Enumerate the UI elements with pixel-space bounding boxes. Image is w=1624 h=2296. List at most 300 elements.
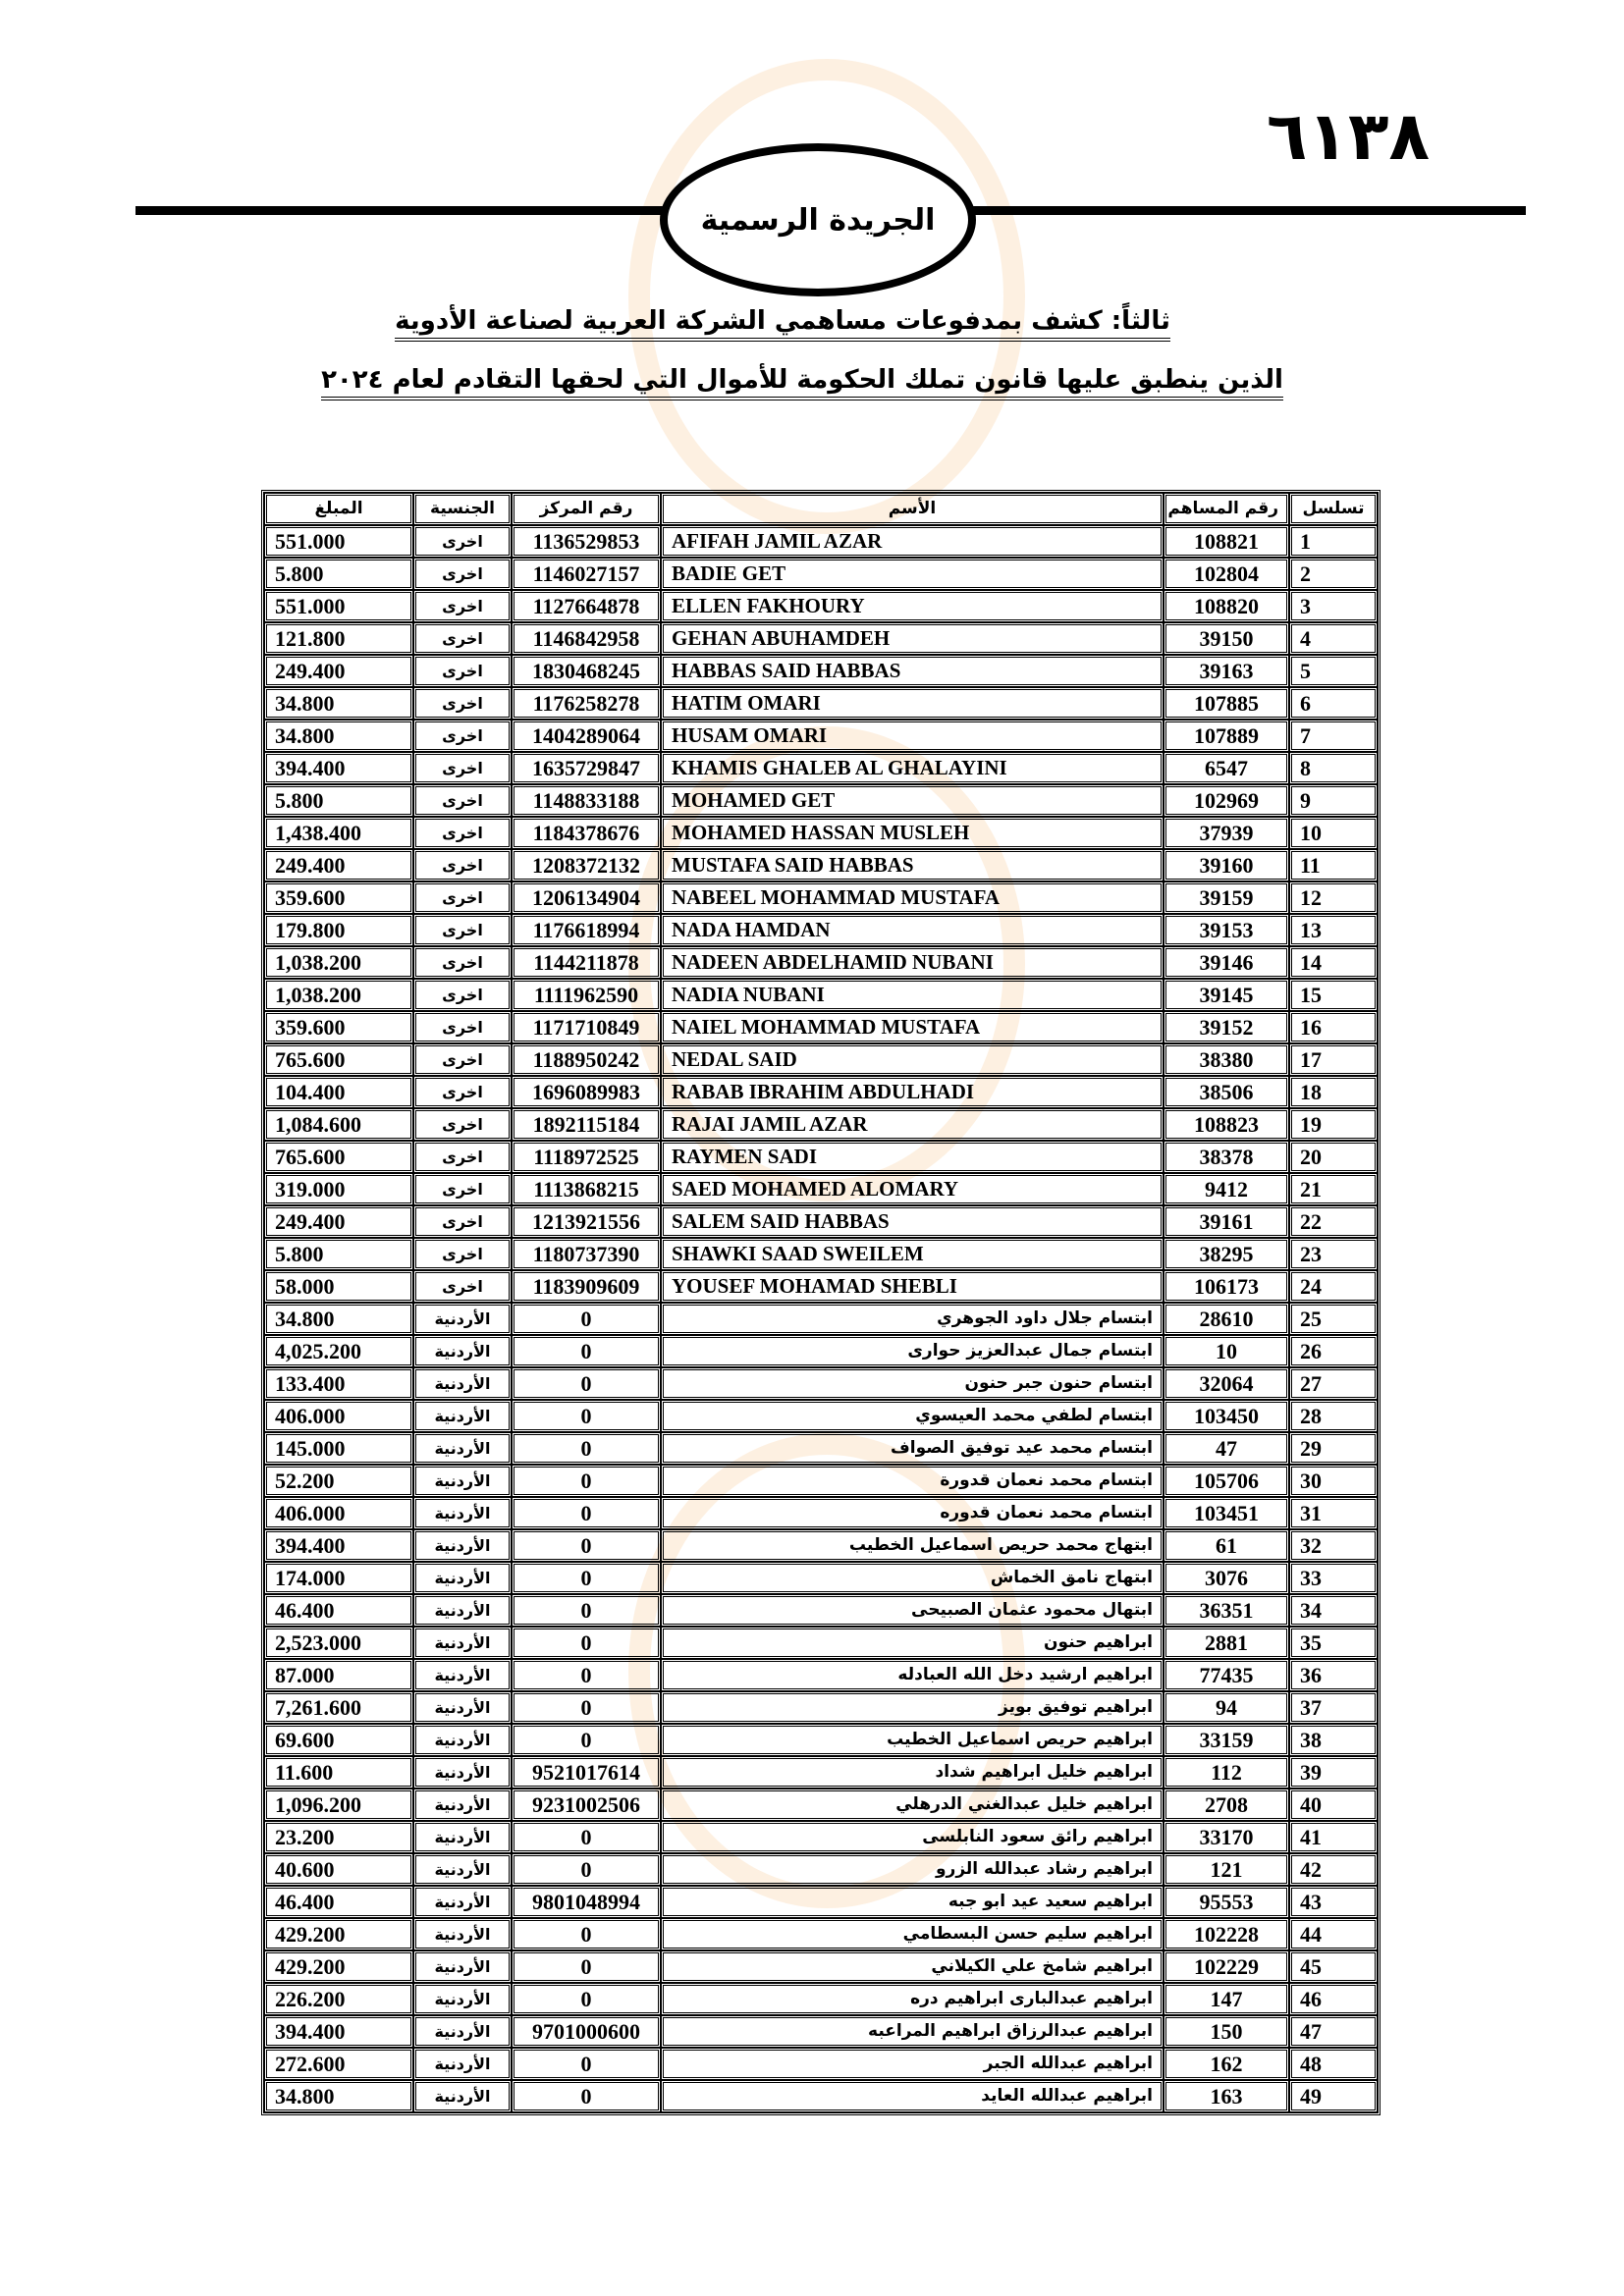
seq-cell: 26 (1289, 1335, 1378, 1367)
nationality-cell: اخرى (413, 687, 512, 720)
shareholder-number-cell: 2881 (1164, 1627, 1289, 1659)
table-row (264, 1400, 1378, 1432)
amount-cell: 4,025.200 (264, 1335, 413, 1367)
seq-cell: 49 (1289, 2080, 1378, 2112)
center-number-cell: 1696089983 (512, 1076, 661, 1108)
nationality-cell: اخرى (413, 590, 512, 622)
seq-cell: 27 (1289, 1367, 1378, 1400)
amount-cell: 765.600 (264, 1043, 413, 1076)
seq-cell: 15 (1289, 979, 1378, 1011)
amount-cell: 1,038.200 (264, 946, 413, 979)
amount-cell: 121.800 (264, 622, 413, 655)
table-row (264, 687, 1378, 720)
center-number-cell: 9231002506 (512, 1789, 661, 1821)
amount-cell: 174.000 (264, 1562, 413, 1594)
nationality-cell: الأردنية (413, 1756, 512, 1789)
name-cell: ابراهيم سليم حسن البسطامي (661, 1918, 1164, 1950)
name-cell: BADIE GET (661, 558, 1164, 590)
name-cell: ابراهيم رشاد عبدالله الزرو (661, 1853, 1164, 1886)
table-row (264, 784, 1378, 817)
shareholder-number-cell: 39146 (1164, 946, 1289, 979)
center-number-cell: 0 (512, 1627, 661, 1659)
nationality-cell: الأردنية (413, 2015, 512, 2048)
table-row (264, 1918, 1378, 1950)
nationality-cell: الأردنية (413, 1983, 512, 2015)
amount-cell: 87.000 (264, 1659, 413, 1691)
seq-cell: 11 (1289, 849, 1378, 881)
watermark-clock (628, 59, 1025, 534)
amount-cell: 34.800 (264, 687, 413, 720)
nationality-cell: اخرى (413, 752, 512, 784)
table-row (264, 1821, 1378, 1853)
amount-cell: 429.200 (264, 1918, 413, 1950)
shareholder-number-cell: 39160 (1164, 849, 1289, 881)
amount-cell: 7,261.600 (264, 1691, 413, 1724)
center-number-cell: 0 (512, 1853, 661, 1886)
shareholder-number-cell: 36351 (1164, 1594, 1289, 1627)
shareholder-number-cell: 102229 (1164, 1950, 1289, 1983)
center-number-cell: 1208372132 (512, 849, 661, 881)
center-number-cell: 0 (512, 1950, 661, 1983)
shareholder-number-cell: 38295 (1164, 1238, 1289, 1270)
shareholder-number-cell: 102804 (1164, 558, 1289, 590)
name-cell: ابتسام محمد عيد توفيق الصواف (661, 1432, 1164, 1465)
shareholder-number-cell: 61 (1164, 1529, 1289, 1562)
name-cell: NADA HAMDAN (661, 914, 1164, 946)
amount-cell: 145.000 (264, 1432, 413, 1465)
nationality-cell: الأردنية (413, 1724, 512, 1756)
name-cell: SALEM SAID HABBAS (661, 1205, 1164, 1238)
seq-cell: 14 (1289, 946, 1378, 979)
amount-cell: 394.400 (264, 752, 413, 784)
amount-cell: 58.000 (264, 1270, 413, 1303)
shareholder-number-cell: 108823 (1164, 1108, 1289, 1141)
amount-cell: 34.800 (264, 2080, 413, 2112)
amount-cell: 52.200 (264, 1465, 413, 1497)
masthead-title: الجريدة الرسمية (700, 202, 936, 238)
amount-cell: 551.000 (264, 525, 413, 558)
seq-cell: 1 (1289, 525, 1378, 558)
document-title (0, 306, 1595, 336)
name-cell: AFIFAH JAMIL AZAR (661, 525, 1164, 558)
seq-cell: 29 (1289, 1432, 1378, 1465)
center-number-cell: 0 (512, 1529, 661, 1562)
center-number-cell: 1183909609 (512, 1270, 661, 1303)
shareholder-number-cell: 94 (1164, 1691, 1289, 1724)
name-cell: RABAB IBRAHIM ABDULHADI (661, 1076, 1164, 1108)
amount-cell: 5.800 (264, 784, 413, 817)
shareholder-number-cell: 10 (1164, 1335, 1289, 1367)
name-cell: RAYMEN SADI (661, 1141, 1164, 1173)
seq-cell: 33 (1289, 1562, 1378, 1594)
seq-cell: 13 (1289, 914, 1378, 946)
amount-cell: 40.600 (264, 1853, 413, 1886)
table-row (264, 1983, 1378, 2015)
center-number-cell: 0 (512, 1918, 661, 1950)
amount-cell: 406.000 (264, 1400, 413, 1432)
table-row (264, 1529, 1378, 1562)
table-row (264, 655, 1378, 687)
shareholder-number-cell: 6547 (1164, 752, 1289, 784)
center-number-cell: 1148833188 (512, 784, 661, 817)
table-row (264, 1270, 1378, 1303)
name-cell: ابراهيم خليل ابراهيم شداد (661, 1756, 1164, 1789)
nationality-cell: الأردنية (413, 2048, 512, 2080)
table-row (264, 1691, 1378, 1724)
center-number-cell: 1635729847 (512, 752, 661, 784)
table-row (264, 558, 1378, 590)
table-row (264, 1205, 1378, 1238)
name-cell: ابتهاج نامق الخماش (661, 1562, 1164, 1594)
center-number-cell: 0 (512, 1465, 661, 1497)
seq-cell: 41 (1289, 1821, 1378, 1853)
seq-cell: 28 (1289, 1400, 1378, 1432)
center-number-cell: 9801048994 (512, 1886, 661, 1918)
nationality-cell: الأردنية (413, 1367, 512, 1400)
amount-cell: 2,523.000 (264, 1627, 413, 1659)
shareholder-number-cell: 163 (1164, 2080, 1289, 2112)
table-row (264, 1238, 1378, 1270)
table-row (264, 1562, 1378, 1594)
nationality-cell: الأردنية (413, 1562, 512, 1594)
center-number-cell: 1184378676 (512, 817, 661, 849)
table-row (264, 1465, 1378, 1497)
name-cell: ابتسام جمال عبدالعزيز حوارى (661, 1335, 1164, 1367)
center-number-cell: 0 (512, 1594, 661, 1627)
name-cell: ابراهيم توفيق بويز (661, 1691, 1164, 1724)
shareholder-number-cell: 107889 (1164, 720, 1289, 752)
seq-cell: 21 (1289, 1173, 1378, 1205)
shareholder-number-cell: 39153 (1164, 914, 1289, 946)
nationality-cell: اخرى (413, 784, 512, 817)
shareholder-number-cell: 37939 (1164, 817, 1289, 849)
name-cell: HUSAM OMARI (661, 720, 1164, 752)
amount-cell: 359.600 (264, 881, 413, 914)
seq-cell: 40 (1289, 1789, 1378, 1821)
nationality-cell: الأردنية (413, 1950, 512, 1983)
name-cell: ابراهيم عبدالله العايد (661, 2080, 1164, 2112)
shareholder-number-cell: 39150 (1164, 622, 1289, 655)
table-row (264, 1886, 1378, 1918)
shareholder-number-cell: 39163 (1164, 655, 1289, 687)
center-number-cell: 0 (512, 1367, 661, 1400)
table-row (264, 1076, 1378, 1108)
shareholder-number-cell: 32064 (1164, 1367, 1289, 1400)
seq-cell: 46 (1289, 1983, 1378, 2015)
amount-cell: 551.000 (264, 590, 413, 622)
nationality-cell: الأردنية (413, 1335, 512, 1367)
nationality-cell: الأردنية (413, 1918, 512, 1950)
name-cell: ابتسام محمد نعمان قدوره (661, 1497, 1164, 1529)
center-number-cell: 1113868215 (512, 1173, 661, 1205)
seq-cell: 16 (1289, 1011, 1378, 1043)
seq-cell: 38 (1289, 1724, 1378, 1756)
name-cell: ابراهيم حريص اسماعيل الخطيب (661, 1724, 1164, 1756)
table-row (264, 1594, 1378, 1627)
nationality-cell: اخرى (413, 525, 512, 558)
center-number-cell: 0 (512, 2048, 661, 2080)
shareholder-number-cell: 77435 (1164, 1659, 1289, 1691)
nationality-cell: اخرى (413, 1076, 512, 1108)
shareholder-number-cell: 2708 (1164, 1789, 1289, 1821)
center-number-cell: 0 (512, 1497, 661, 1529)
center-number-cell: 1127664878 (512, 590, 661, 622)
document-subtitle (0, 365, 1614, 395)
seq-cell: 18 (1289, 1076, 1378, 1108)
amount-cell: 319.000 (264, 1173, 413, 1205)
table-header-row (264, 493, 1378, 525)
name-cell: SAED MOHAMED ALOMARY (661, 1173, 1164, 1205)
amount-cell: 46.400 (264, 1886, 413, 1918)
seq-cell: 43 (1289, 1886, 1378, 1918)
shareholder-number-cell: 147 (1164, 1983, 1289, 2015)
nationality-cell: اخرى (413, 1043, 512, 1076)
amount-cell: 34.800 (264, 1303, 413, 1335)
nationality-cell: الأردنية (413, 1691, 512, 1724)
shareholder-number-cell: 103450 (1164, 1400, 1289, 1432)
shareholder-number-cell: 102969 (1164, 784, 1289, 817)
table-row (264, 1108, 1378, 1141)
shareholder-number-cell: 105706 (1164, 1465, 1289, 1497)
amount-cell: 226.200 (264, 1983, 413, 2015)
name-cell: ابتهال محمود عثمان الصبيحى (661, 1594, 1164, 1627)
seq-cell: 42 (1289, 1853, 1378, 1886)
name-cell: ابتسام لطفي محمد العيسوي (661, 1400, 1164, 1432)
table-row (264, 752, 1378, 784)
name-cell: NABEEL MOHAMMAD MUSTAFA (661, 881, 1164, 914)
table-row (264, 1724, 1378, 1756)
table-row (264, 1627, 1378, 1659)
shareholder-number-cell: 9412 (1164, 1173, 1289, 1205)
center-number-cell: 1146842958 (512, 622, 661, 655)
seq-cell: 12 (1289, 881, 1378, 914)
shareholder-number-cell: 108821 (1164, 525, 1289, 558)
name-cell: MUSTAFA SAID HABBAS (661, 849, 1164, 881)
amount-cell: 5.800 (264, 558, 413, 590)
name-cell: KHAMIS GHALEB AL GHALAYINI (661, 752, 1164, 784)
table-row (264, 1367, 1378, 1400)
name-cell: ابراهيم خليل عبدالغني الدرهلي (661, 1789, 1164, 1821)
shareholder-number-cell: 38506 (1164, 1076, 1289, 1108)
nationality-cell: اخرى (413, 1205, 512, 1238)
center-number-cell: 0 (512, 1659, 661, 1691)
table-row (264, 817, 1378, 849)
amount-cell: 406.000 (264, 1497, 413, 1529)
name-cell: NEDAL SAID (661, 1043, 1164, 1076)
table-row (264, 1303, 1378, 1335)
table-row (264, 849, 1378, 881)
nationality-cell: الأردنية (413, 1497, 512, 1529)
name-cell: ابتسام جلال داود الجوهري (661, 1303, 1164, 1335)
center-number-cell: 0 (512, 1562, 661, 1594)
name-cell: ابتسام محمد نعمان قدورة (661, 1465, 1164, 1497)
table-row (264, 1432, 1378, 1465)
amount-cell: 249.400 (264, 849, 413, 881)
shareholder-number-cell: 121 (1164, 1853, 1289, 1886)
center-number-cell: 1180737390 (512, 1238, 661, 1270)
shareholder-number-cell: 106173 (1164, 1270, 1289, 1303)
seq-cell: 45 (1289, 1950, 1378, 1983)
shareholders-table (261, 490, 1380, 2115)
table-row (264, 1497, 1378, 1529)
header-seq: تسلسل (1289, 493, 1378, 525)
nationality-cell: اخرى (413, 1108, 512, 1141)
amount-cell: 394.400 (264, 1529, 413, 1562)
nationality-cell: اخرى (413, 881, 512, 914)
shareholder-number-cell: 33170 (1164, 1821, 1289, 1853)
seq-cell: 37 (1289, 1691, 1378, 1724)
seq-cell: 5 (1289, 655, 1378, 687)
shareholder-number-cell: 107885 (1164, 687, 1289, 720)
seq-cell: 35 (1289, 1627, 1378, 1659)
seq-cell: 25 (1289, 1303, 1378, 1335)
center-number-cell: 1118972525 (512, 1141, 661, 1173)
center-number-cell: 0 (512, 2080, 661, 2112)
shareholder-number-cell: 95553 (1164, 1886, 1289, 1918)
nationality-cell: اخرى (413, 1238, 512, 1270)
table-row (264, 946, 1378, 979)
shareholder-number-cell: 38380 (1164, 1043, 1289, 1076)
center-number-cell: 0 (512, 1691, 661, 1724)
nationality-cell: الأردنية (413, 1886, 512, 1918)
seq-cell: 6 (1289, 687, 1378, 720)
table-row (264, 1141, 1378, 1173)
seq-cell: 24 (1289, 1270, 1378, 1303)
title-line-1: ثالثاً: كشف بمدفوعات مساهمي الشركة العربية لصناعة الأدوية (395, 306, 1170, 342)
amount-cell: 1,038.200 (264, 979, 413, 1011)
amount-cell: 765.600 (264, 1141, 413, 1173)
header-center-number: رقم المركز (512, 493, 661, 525)
table-row (264, 1011, 1378, 1043)
seq-cell: 3 (1289, 590, 1378, 622)
shareholder-number-cell: 39145 (1164, 979, 1289, 1011)
name-cell: NAIEL MOHAMMAD MUSTAFA (661, 1011, 1164, 1043)
amount-cell: 1,084.600 (264, 1108, 413, 1141)
nationality-cell: اخرى (413, 849, 512, 881)
center-number-cell: 0 (512, 1400, 661, 1432)
amount-cell: 249.400 (264, 1205, 413, 1238)
table-row (264, 2048, 1378, 2080)
nationality-cell: الأردنية (413, 2080, 512, 2112)
table-row (264, 720, 1378, 752)
amount-cell: 1,096.200 (264, 1789, 413, 1821)
nationality-cell: الأردنية (413, 1303, 512, 1335)
table-row (264, 881, 1378, 914)
table-row (264, 914, 1378, 946)
nationality-cell: اخرى (413, 655, 512, 687)
seq-cell: 17 (1289, 1043, 1378, 1076)
seq-cell: 30 (1289, 1465, 1378, 1497)
name-cell: ELLEN FAKHOURY (661, 590, 1164, 622)
name-cell: ابراهيم شامخ علي الكيلاني (661, 1950, 1164, 1983)
amount-cell: 1,438.400 (264, 817, 413, 849)
name-cell: ابتسام حنون جبر حنون (661, 1367, 1164, 1400)
center-number-cell: 0 (512, 1335, 661, 1367)
shareholder-number-cell: 39152 (1164, 1011, 1289, 1043)
table-row (264, 1853, 1378, 1886)
center-number-cell: 1146027157 (512, 558, 661, 590)
seq-cell: 36 (1289, 1659, 1378, 1691)
nationality-cell: الأردنية (413, 1400, 512, 1432)
center-number-cell: 9701000600 (512, 2015, 661, 2048)
center-number-cell: 1144211878 (512, 946, 661, 979)
nationality-cell: اخرى (413, 914, 512, 946)
nationality-cell: الأردنية (413, 1789, 512, 1821)
seq-cell: 8 (1289, 752, 1378, 784)
center-number-cell: 1206134904 (512, 881, 661, 914)
page-number: ٦١٣٨ (1267, 98, 1431, 176)
table-row (264, 525, 1378, 558)
table-row (264, 1043, 1378, 1076)
shareholder-number-cell: 28610 (1164, 1303, 1289, 1335)
nationality-cell: اخرى (413, 622, 512, 655)
seq-cell: 31 (1289, 1497, 1378, 1529)
nationality-cell: الأردنية (413, 1627, 512, 1659)
nationality-cell: الأردنية (413, 1465, 512, 1497)
header-name: الأسم (661, 493, 1164, 525)
table-row (264, 1950, 1378, 1983)
name-cell: MOHAMED GET (661, 784, 1164, 817)
shareholder-number-cell: 150 (1164, 2015, 1289, 2048)
nationality-cell: الأردنية (413, 1853, 512, 1886)
shareholder-number-cell: 162 (1164, 2048, 1289, 2080)
table-row (264, 590, 1378, 622)
name-cell: NADIA NUBANI (661, 979, 1164, 1011)
table-row (264, 2080, 1378, 2112)
seq-cell: 44 (1289, 1918, 1378, 1950)
seq-cell: 32 (1289, 1529, 1378, 1562)
shareholder-number-cell: 102228 (1164, 1918, 1289, 1950)
nationality-cell: اخرى (413, 1173, 512, 1205)
name-cell: ابراهيم عبدالبارى ابراهيم دره (661, 1983, 1164, 2015)
seq-cell: 47 (1289, 2015, 1378, 2048)
table-row (264, 1756, 1378, 1789)
shareholder-number-cell: 3076 (1164, 1562, 1289, 1594)
center-number-cell: 0 (512, 1303, 661, 1335)
center-number-cell: 1136529853 (512, 525, 661, 558)
seq-cell: 9 (1289, 784, 1378, 817)
shareholder-number-cell: 103451 (1164, 1497, 1289, 1529)
table-row (264, 622, 1378, 655)
name-cell: RAJAI JAMIL AZAR (661, 1108, 1164, 1141)
seq-cell: 19 (1289, 1108, 1378, 1141)
nationality-cell: اخرى (413, 817, 512, 849)
center-number-cell: 1111962590 (512, 979, 661, 1011)
table-row (264, 1659, 1378, 1691)
center-number-cell: 9521017614 (512, 1756, 661, 1789)
nationality-cell: اخرى (413, 1270, 512, 1303)
amount-cell: 104.400 (264, 1076, 413, 1108)
amount-cell: 46.400 (264, 1594, 413, 1627)
amount-cell: 69.600 (264, 1724, 413, 1756)
masthead-emblem (660, 143, 976, 296)
nationality-cell: الأردنية (413, 1594, 512, 1627)
center-number-cell: 1176258278 (512, 687, 661, 720)
header-amount: المبلغ (264, 493, 413, 525)
amount-cell: 133.400 (264, 1367, 413, 1400)
seq-cell: 48 (1289, 2048, 1378, 2080)
nationality-cell: اخرى (413, 979, 512, 1011)
shareholder-number-cell: 33159 (1164, 1724, 1289, 1756)
header-shareholder-number: رقم المساهم (1164, 493, 1289, 525)
nationality-cell: الأردنية (413, 1529, 512, 1562)
name-cell: MOHAMED HASSAN MUSLEH (661, 817, 1164, 849)
shareholder-number-cell: 39159 (1164, 881, 1289, 914)
seq-cell: 20 (1289, 1141, 1378, 1173)
header-nationality: الجنسية (413, 493, 512, 525)
shareholder-number-cell: 39161 (1164, 1205, 1289, 1238)
center-number-cell: 1171710849 (512, 1011, 661, 1043)
